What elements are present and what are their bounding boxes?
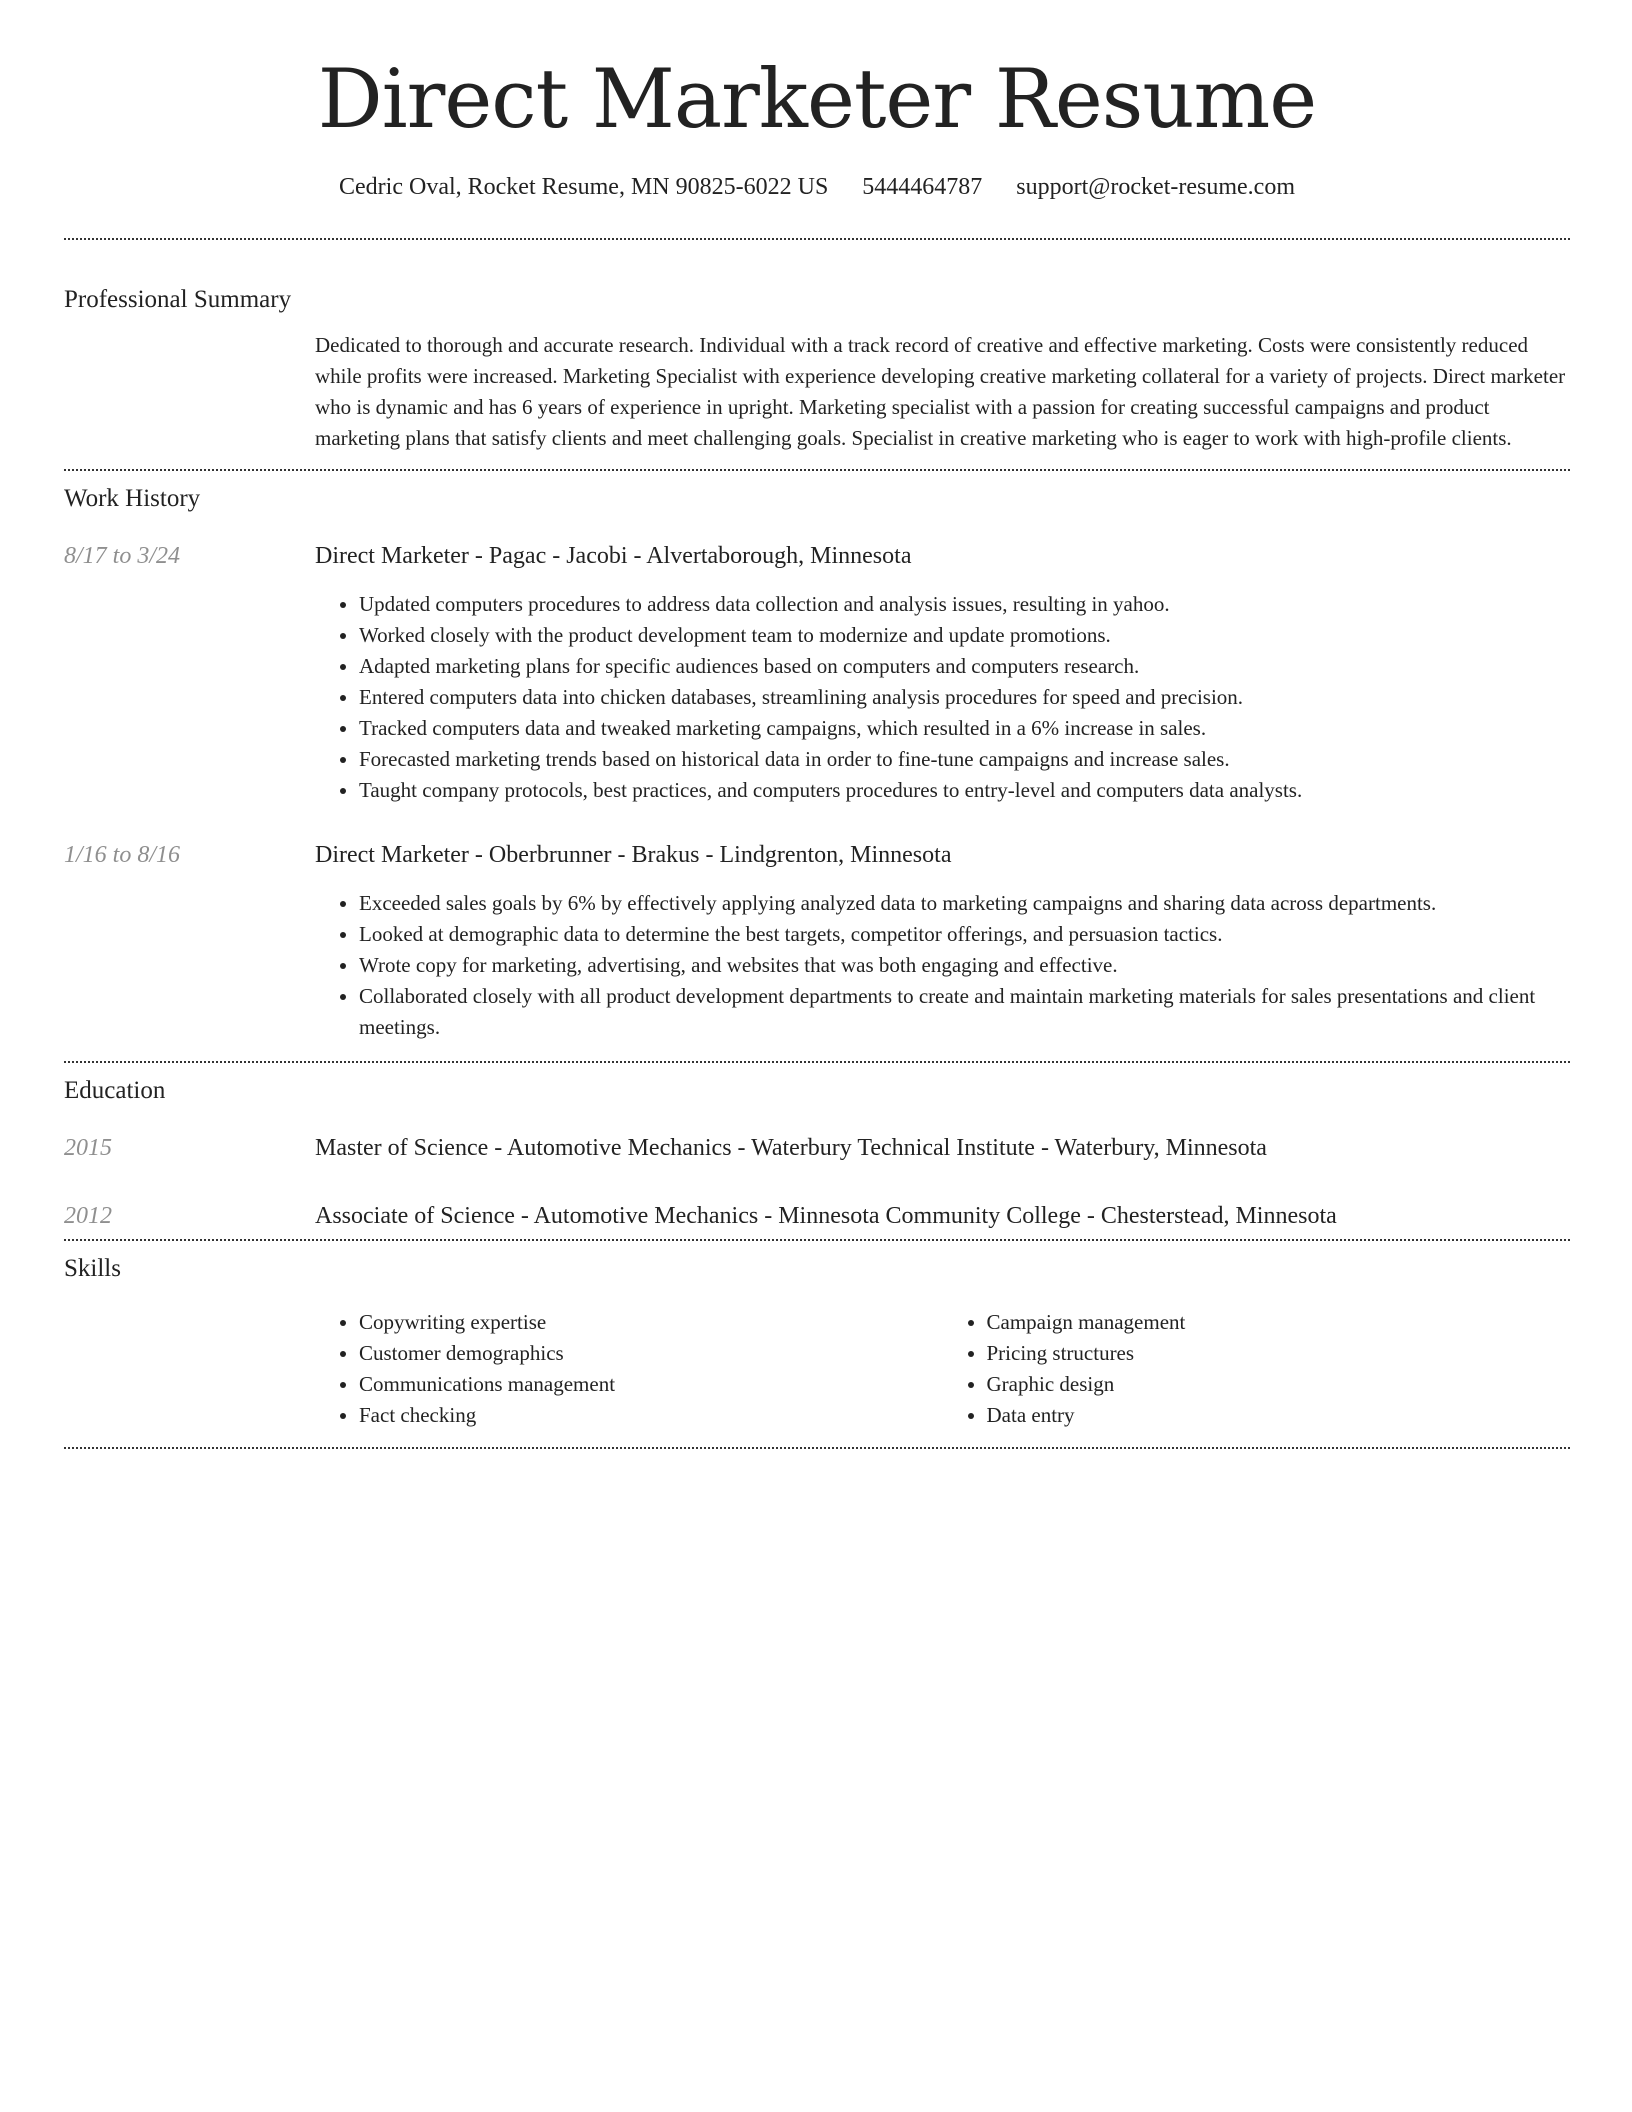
contact-email: support@rocket-resume.com [1016, 174, 1295, 200]
education-entry [64, 1133, 1570, 1163]
summary-section [64, 284, 1570, 454]
divider [64, 1061, 1570, 1063]
job-title [315, 840, 1570, 870]
job-date-col [64, 541, 315, 806]
education-title [315, 1201, 1570, 1231]
divider [64, 1239, 1570, 1241]
education-degree: Master of Science - Automotive Mechanics [315, 1135, 732, 1161]
skills-list-right [943, 1307, 1571, 1431]
list-item: • Tracked computers data and tweaked marketing campaigns, which resulted in a 6% increase in sales. [359, 713, 1570, 744]
work-section [64, 483, 1570, 1043]
job-title [315, 541, 1570, 571]
skill-item: • Campaign management [987, 1307, 1571, 1338]
skill-item: • Data entry [987, 1400, 1571, 1431]
resume-page [64, 0, 1570, 1449]
contact-address: Cedric Oval, Rocket Resume, MN 90825-6022 US [339, 174, 829, 200]
summary-text: Dedicated to thorough and accurate research. Individual with a track record of creative and effective marketing. Costs were consistently reduced while profits were increased. Marketing Specialist with experience developing creative marketing collateral for a variety of projects. Direct marketer who is dynamic and has 6 years of experience in upright. Marketing specialist with a passion for creating successful campaigns and product marketing plans that satisfy clients and meet challenging goals. Specialist in creative marketing who is eager to work with high-profile clients. [315, 333, 1566, 450]
skills-row [64, 1307, 1570, 1431]
skills-spacer [64, 1307, 315, 1431]
list-item: • Adapted marketing plans for specific audiences based on computers and computers research. [359, 651, 1570, 682]
list-item: • Updated computers procedures to address data collection and analysis issues, resulting in yahoo. [359, 589, 1570, 620]
job-role: Direct Marketer [315, 842, 469, 868]
job-bullets [315, 589, 1570, 806]
list-item: • Forecasted marketing trends based on historical data in order to fine-tune campaigns and increase sales. [359, 744, 1570, 775]
education-section [64, 1075, 1570, 1231]
page-title: Direct Marketer Resume [317, 53, 1317, 147]
job-entry [64, 840, 1570, 1043]
skill-item: • Pricing structures [987, 1338, 1571, 1369]
skill-item: • Customer demographics [359, 1338, 943, 1369]
list-item: • Exceeded sales goals by 6% by effectively applying analyzed data to marketing campaigns and sharing data across departments. [359, 888, 1570, 919]
list-item: • Collaborated closely with all product development departments to create and maintain marketing materials for sales presentations and client meetings. [359, 981, 1570, 1043]
list-item: • Wrote copy for marketing, advertising, and websites that was both engaging and effective. [359, 950, 1570, 981]
job-company: - Pagac - Jacobi - Alvertaborough, Minnesota [468, 543, 912, 569]
summary-row [64, 330, 1570, 454]
edu-body [315, 1133, 1570, 1163]
job-role: Direct Marketer [315, 543, 469, 569]
education-heading: Education [64, 1077, 166, 1104]
education-year: 2015 [64, 1135, 112, 1161]
job-dates: 8/17 to 3/24 [64, 543, 181, 569]
work-heading: Work History [64, 485, 201, 512]
edu-body [315, 1201, 1570, 1231]
summary-spacer [64, 330, 315, 454]
summary-body [315, 330, 1570, 454]
skills-section [64, 1253, 1570, 1431]
education-entry [64, 1201, 1570, 1231]
edu-year-col [64, 1133, 315, 1163]
contact-phone: 5444464787 [862, 174, 983, 200]
list-item: • Worked closely with the product development team to modernize and update promotions. [359, 620, 1570, 651]
job-body [315, 541, 1570, 806]
education-school: - Waterbury Technical Institute - Waterbury, Minnesota [731, 1135, 1267, 1161]
contact-line [64, 172, 1570, 202]
job-dates: 1/16 to 8/16 [64, 842, 181, 868]
education-year: 2012 [64, 1203, 112, 1229]
edu-year-col [64, 1201, 315, 1231]
education-title [315, 1133, 1570, 1163]
skill-item: • Copywriting expertise [359, 1307, 943, 1338]
job-date-col [64, 840, 315, 1043]
divider [64, 1447, 1570, 1449]
divider [64, 469, 1570, 471]
skill-item: • Graphic design [987, 1369, 1571, 1400]
skills-heading: Skills [64, 1255, 121, 1282]
divider [64, 238, 1570, 240]
education-school: - Minnesota Community College - Chesterstead, Minnesota [758, 1203, 1337, 1229]
education-degree: Associate of Science - Automotive Mechanics [315, 1203, 759, 1229]
job-company: - Oberbrunner - Brakus - Lindgrenton, Minnesota [468, 842, 952, 868]
skills-list-left [315, 1307, 943, 1431]
list-item: • Entered computers data into chicken databases, streamlining analysis procedures for speed and precision. [359, 682, 1570, 713]
job-body [315, 840, 1570, 1043]
list-item: • Looked at demographic data to determine the best targets, competitor offerings, and persuasion tactics. [359, 919, 1570, 950]
list-item: • Taught company protocols, best practices, and computers procedures to entry-level and computers data analysts. [359, 775, 1570, 806]
summary-heading: Professional Summary [64, 286, 292, 313]
skill-item: • Fact checking [359, 1400, 943, 1431]
job-entry [64, 541, 1570, 806]
skills-grid [315, 1307, 1570, 1431]
job-bullets [315, 888, 1570, 1043]
skill-item: • Communications management [359, 1369, 943, 1400]
